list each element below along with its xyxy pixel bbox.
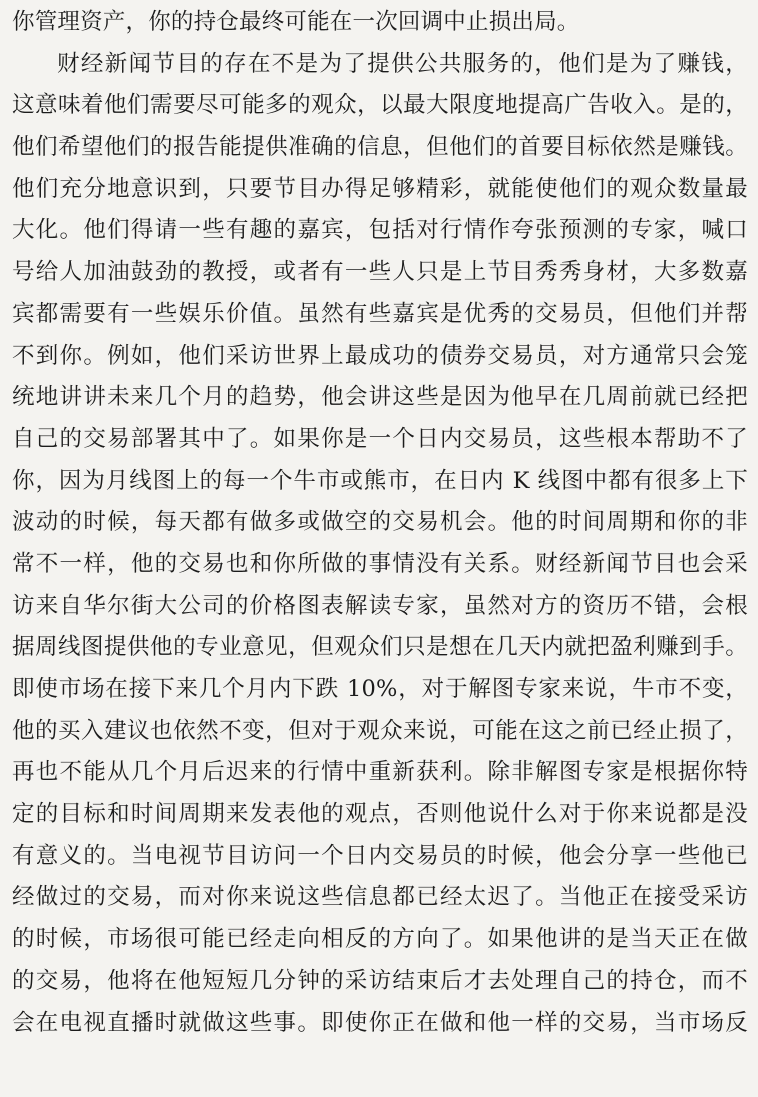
paragraph-first-line: 财经新闻节目的存在不是为了提供公共服务的，他们是为了赚钱， (57, 50, 748, 77)
text-line: 据周线图提供他的专业意见，但观众们只是想在几天内就把盈利赚到手。 (12, 634, 748, 661)
text-line: 宾都需要有一些娱乐价值。虽然有些嘉宾是优秀的交易员，但他们并帮 (12, 300, 748, 327)
text-line: 他的买入建议也依然不变，但对于观众来说，可能在这之前已经止损了， (12, 717, 748, 744)
text-line: 有意义的。当电视节目访问一个日内交易员的时候，他会分享一些他已 (12, 842, 748, 869)
text-line: 自己的交易部署其中了。如果你是一个日内交易员，这些根本帮助不了 (12, 425, 748, 452)
text-line: 的交易，他将在他短短几分钟的采访结束后才去处理自己的持仓，而不 (12, 967, 748, 994)
text-line: 定的目标和时间周期来发表他的观点，否则他说什么对于你来说都是没 (12, 801, 748, 828)
text-line: 不到你。例如，他们采访世界上最成功的债券交易员，对方通常只会笼 (12, 342, 748, 369)
text-line: 常不一样，他的交易也和你所做的事情没有关系。财经新闻节目也会采 (12, 550, 748, 577)
text-line: 再也不能从几个月后迟来的行情中重新获利。除非解图专家是根据你特 (12, 759, 748, 786)
text-line: 他们希望他们的报告能提供准确的信息，但他们的首要目标依然是赚钱。 (12, 134, 748, 161)
text-line: 这意味着他们需要尽可能多的观众，以最大限度地提高广告收入。是的， (12, 92, 748, 119)
text-line: 波动的时候，每天都有做多或做空的交易机会。他的时间周期和你的非 (12, 509, 748, 536)
text-line: 他们充分地意识到，只要节目办得足够精彩，就能使他们的观众数量最 (12, 175, 748, 202)
text-line: 统地讲讲未来几个月的趋势，他会讲这些是因为他早在几周前就已经把 (12, 384, 748, 411)
text-line: 访来自华尔街大公司的价格图表解读专家，虽然对方的资历不错，会根 (12, 592, 748, 619)
text-line: 的时候，市场很可能已经走向相反的方向了。如果他讲的是当天正在做 (12, 926, 748, 953)
text-line: 你管理资产，你的持仓最终可能在一次回调中止损出局。 (12, 9, 580, 35)
text-line: 经做过的交易，而对你来说这些信息都已经太迟了。当他正在接受采访 (12, 884, 748, 911)
text-line: 会在电视直播时就做这些事。即使你正在做和他一样的交易，当市场反 (12, 1009, 748, 1036)
text-line: 大化。他们得请一些有趣的嘉宾，包括对行情作夸张预测的专家，喊口 (12, 217, 748, 244)
text-line: 号给人加油鼓劲的教授，或者有一些人只是上节目秀秀身材，大多数嘉 (12, 259, 748, 286)
text-line: 你，因为月线图上的每一个牛市或熊市，在日内 K 线图中都有很多上下 (12, 467, 748, 494)
text-line: 即使市场在接下来几个月内下跌 10%，对于解图专家来说，牛市不变， (12, 676, 748, 702)
